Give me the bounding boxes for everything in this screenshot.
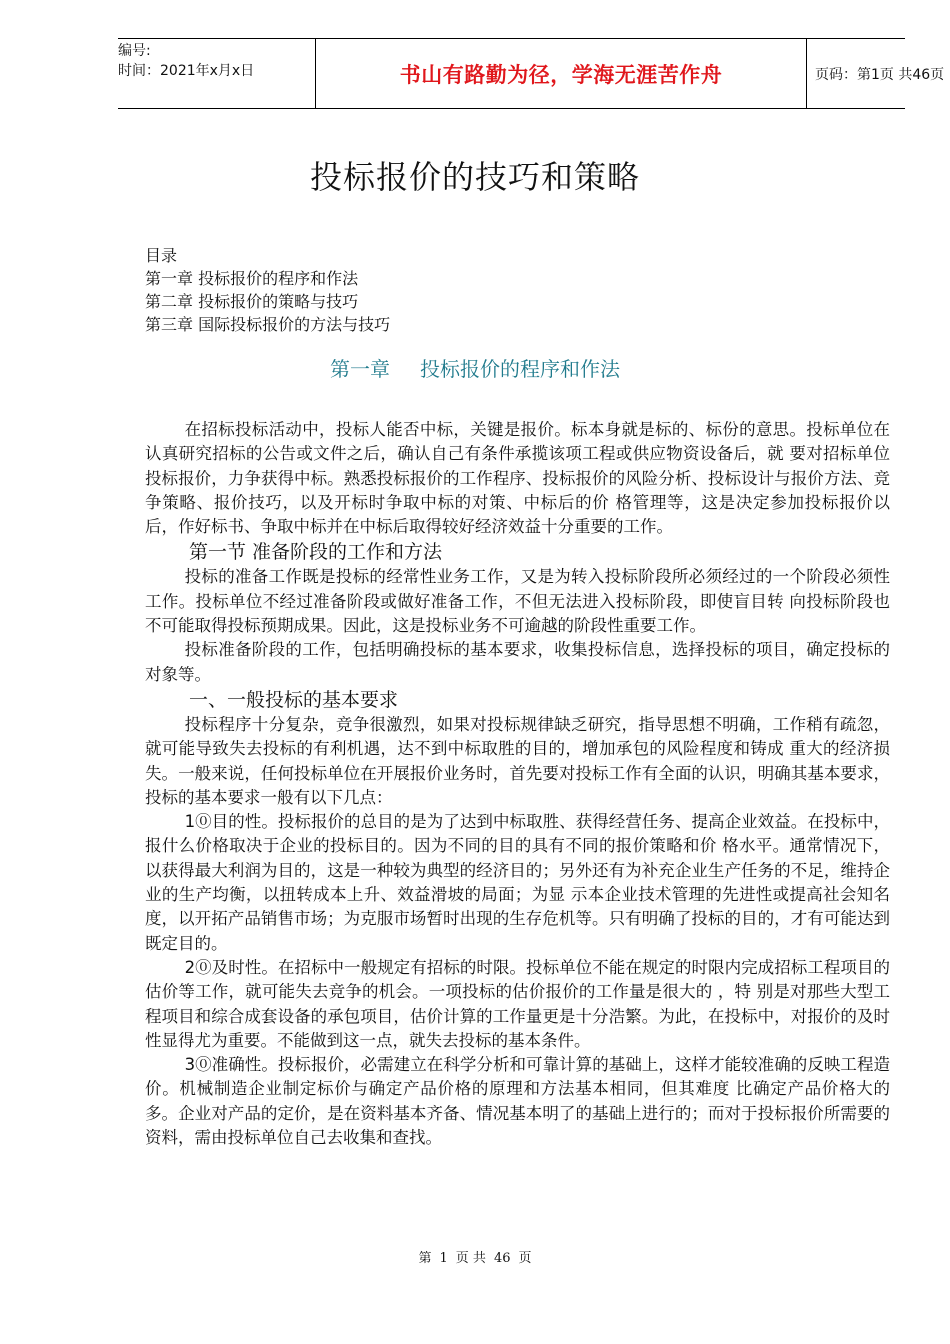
header-meta	[118, 39, 315, 108]
header-page-info: 页码：第1页 共46页	[815, 66, 945, 83]
document-time: 时间：2021年x月x日	[118, 63, 255, 79]
list-point: 3⓪准确性。投标报价，必需建立在科学分析和可靠计算的基础上，这样才能较准确的反映工程造价。机械制造企业制定标价与确定产品价格的原理和方法基本相同，但其难度 比确定产品价格大的多。企业对产品的定价，是在资料基本齐备、情况基本明了的基础上进行的；而对于投标报价所需要的资料，需由投标单位自己去收集和查找。	[145, 1055, 890, 1148]
body-paragraph: 投标程序十分复杂，竞争很激烈，如果对投标规律缺乏研究，指导思想不明确，工作稍有疏忽，就可能导致失去投标的有利机遇，达不到中标取胜的目的，增加承包的风险程度和铸成 重大的经济损失。一般来说，任何投标单位在开展报价业务时，首先要对投标工作有全面的认识，明确其基本要求，投标的基本要求一般有以下几点：	[145, 714, 890, 807]
document-body	[145, 418, 890, 1150]
subsection-heading: 一、一般投标的基本要求	[189, 688, 399, 711]
footer-total-pages: 46	[493, 1251, 511, 1266]
body-paragraph: 投标准备阶段的工作，包括明确投标的基本要求，收集投标信息，选择投标的项目，确定投标的对象等。	[145, 640, 890, 684]
body-paragraph: 投标的准备工作既是投标的经常性业务工作，又是为转入投标阶段所必须经过的一个阶段必须性工作。投标单位不经过准备阶段或做好准备工作，不但无法进入投标阶段，即使盲目转 向投标阶段也不可能取得投标预期成果。因此，这是投标业务不可逾越的阶段性重要工作。	[145, 567, 890, 636]
footer-suffix: 页	[518, 1251, 532, 1266]
document-header	[118, 38, 945, 109]
chapter-heading	[0, 353, 950, 382]
header-motto: 书山有路勤为径，学海无涯苦作舟	[399, 61, 723, 87]
chapter-number: 第一章	[330, 357, 390, 381]
document-number: 编号:	[118, 43, 151, 59]
footer-middle: 页 共	[455, 1251, 486, 1266]
toc-item[interactable]: 第一章 投标报价的程序和作法	[145, 269, 359, 288]
toc-item[interactable]: 第三章 国际投标报价的方法与技巧	[145, 315, 391, 334]
table-of-contents	[145, 244, 390, 336]
section-heading: 第一节 准备阶段的工作和方法	[189, 541, 443, 564]
toc-item[interactable]: 第二章 投标报价的策略与技巧	[145, 292, 359, 311]
footer-page-number: 1	[439, 1251, 448, 1266]
document-title: 投标报价的技巧和策略	[309, 158, 640, 196]
list-point: 2⓪及时性。在招标中一般规定有招标的时限。投标单位不能在规定的时限内完成招标工程项目的估价等工作，就可能失去竞争的机会。一项投标的估价报价的工作量是很大的 ，特 别是对那些大型工程项目和综合成套设备的承包项目，估价计算的工作量更是十分浩繁。为此，在投标中，对报价的及时性显得尤为重要。不能做到这一点，就失去投标的基本条件。	[145, 957, 890, 1050]
chapter-name: 投标报价的程序和作法	[420, 357, 620, 381]
header-motto-cell	[315, 39, 807, 108]
list-point: 1⓪目的性。投标报价的总目的是为了达到中标取胜、获得经营任务、提高企业效益。在投标中，报什么价格取决于企业的投标目的。因为不同的目的具有不同的报价策略和价 格水平。通常情况下，以获得最大利润为目的，这是一种较为典型的经济目的；另外还有为补充企业生产任务的不足，维持企业的生产均衡，以扭转成本上升、效益滑坡的局面；为显 示本企业技术管理的先进性或提高社会知名度，以开拓产品销售市场；为克服市场暂时出现的生存危机等。只有明确了投标的目的，才有可能达到既定目的。	[145, 812, 890, 953]
page-footer	[0, 1247, 950, 1266]
toc-heading: 目录	[145, 246, 178, 265]
intro-paragraph: 在招标投标活动中，投标人能否中标，关键是报价。标本身就是标的、标份的意思。投标单位在认真研究招标的公告或文件之后，确认自己有条件承揽该项工程或供应物资设备后，就 要对招标单位投标报价，力争获得中标。熟悉投标报价的工作程序、投标报价的风险分析、投标设计与报价方法、竞争策略、报价技巧，以及开标时争取中标的对策、中标后的价 格管理等，这是决定参加投标报价以后，作好标书、争取中标并在中标后取得较好经济效益十分重要的工作。	[145, 420, 890, 537]
footer-prefix: 第	[418, 1251, 432, 1266]
